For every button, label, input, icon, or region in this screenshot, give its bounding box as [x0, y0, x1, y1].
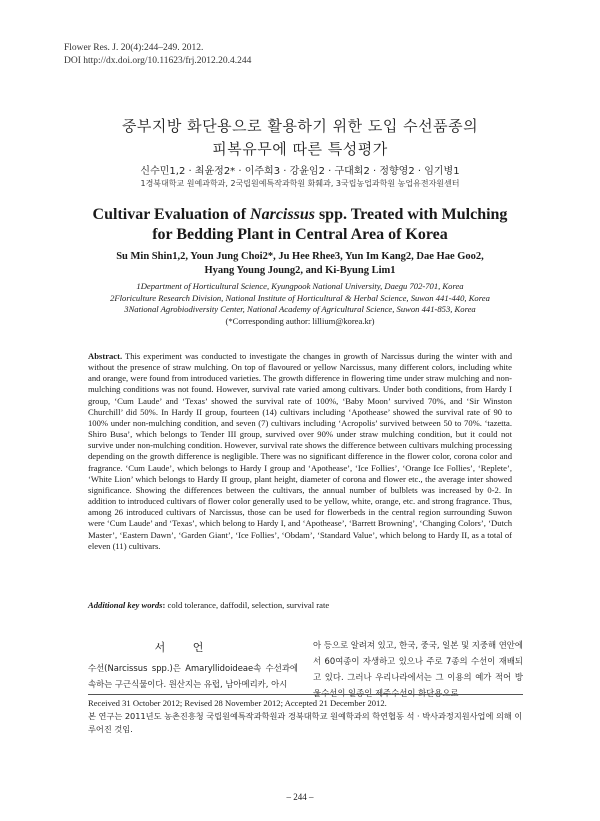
footnote-divider	[88, 694, 523, 695]
keywords-text: cold tolerance, daffodil, selection, survival rate	[167, 600, 330, 610]
title-genus: Narcissus	[250, 206, 315, 223]
title-part: spp. Treated with Mulching	[314, 206, 508, 223]
title-part: Cultivar Evaluation of	[92, 206, 251, 223]
korean-title-line1: 중부지방 화단용으로 활용하기 위한 도입 수선품종의	[121, 117, 479, 135]
english-authors-line2: Hyang Young Joung2, and Ki-Byung Lim1	[204, 265, 396, 276]
english-title-line1	[40, 205, 560, 225]
keywords-label: Additional key words	[88, 600, 163, 610]
intro-right-column: 아 등으로 알려져 있고, 한국, 중국, 일본 및 지중해 연안에서 60여종이 자생하고 있으나 주로 7종의 수선이 재배되고 있다. 그러나 우리나라에서는 그 이용의 예가 적어 방울수선의 일종인 제주수선이 화단용으로	[313, 640, 523, 698]
journal-citation: Flower Res. J. 20(4):244–249. 2012.	[64, 43, 204, 53]
keywords: Additional key words: cold tolerance, daffodil, selection, survival rate	[88, 600, 330, 610]
journal-header	[64, 42, 251, 68]
affiliation-1: 1Department of Horticultural Science, Kyungpook National University, Daegu 702-701, Korea	[136, 281, 464, 291]
corresponding-author: (*Corresponding author: lillium@korea.kr)	[225, 315, 375, 326]
abstract-label: Abstract.	[88, 351, 123, 361]
funding-note: 본 연구는 2011년도 농촌진흥청 국립원예특작과학원과 경북대학교 원예학과의 학연협동 석 · 박사과정지원사업에 의해 이루어진 것임.	[88, 711, 523, 734]
journal-doi: DOI http://dx.doi.org/10.11623/frj.2012.20.4.244	[64, 56, 252, 66]
abstract-text: This experiment was conducted to investigate the changes in growth of Narcissus during the winter with and without the presence of straw mulching. On top of flavoured or yellow Narcissus, many different colors, including white and orange, were found from introduced varieties. The growth difference in flowering time under straw mulching and non-mulching conditions was not found. However, survival rate varied among cultivars. Under both conditions, from Hardy I group, ‘Cum Laude’ and ‘Texas’ showed the survival rate of 100%, ‘Baby Moon’ survived 70%, and ‘Sir Winston Churchill’ did 50%. In Hardy II group, fourteen (14) cultivars including ‘Apothease’ showed the survival rate of 90 to 100% under non-mulching condition, and seven (7) cultivars including ‘Acropolis’ survived between 50 to 70%. ‘tazetta. Shiro Busa’, which belongs to Tender III group, survived over 90% under straw mulching condition, but it could not survive under non-mulching condition. However, survival rate shows the difference between cultivars mulching processing depending on the growth difference is negligible. There was no significant difference in the flower color, corona color and fragrance. ‘Cum Laude’, which belongs to Hardy I group and ‘Apothease’, ‘Ice Follies’, ‘Orange Ice Follies’, ‘Replete’, ‘White Lion’ which belongs to Hardy II group, plant height, diameter of corona and flower etc., the average inter showed significance. Showing the differences between the cultivars, the annual number of bulblets was increased by 0-2. In addition to introduced cultivars of flower color generally used to be yellow, white, orange, etc. and strong fragrance. Thus, among 26 introduced cultivars of Narcissus, those can be used for flowerbeds in the central region surrounding Suwon were ‘Cum Laude’ and ‘Texas’, which belong to Hardy I, and ‘Apothease’, ‘Barrett Browning’, ‘Changing Colors’, ‘Dutch Master’, ‘Eastern Dawn’, ‘Garden Giant’, ‘Ice Follies’, ‘Obdam’, ‘Standard Value’, which belong to Hardy II, as a total of eleven (11) cultivars.	[88, 351, 512, 551]
received-dates: Received 31 October 2012; Revised 28 November 2012; Accepted 21 December 2012.	[88, 698, 387, 708]
korean-affiliations: 1경북대학교 원예과학과, 2국립원예특작과학원 화훼과, 3국립농업과학원 농업유전자원센터	[140, 179, 460, 188]
english-authors-line1: Su Min Shin1,2, Youn Jung Choi2*, Ju Hee Rhee3, Yun Im Kang2, Dae Hae Goo2,	[116, 251, 484, 262]
intro-heading: 서 언	[154, 641, 216, 654]
english-title	[40, 205, 560, 245]
affiliation-3: 3National Agrobiodiversity Center, National Academy of Agricultural Science, Suwon 441-853, Korea	[124, 304, 476, 314]
english-affiliations	[20, 281, 580, 327]
abstract	[88, 351, 512, 552]
korean-title-line2: 피복유무에 따른 특성평가	[212, 140, 388, 158]
english-title-line2: for Bedding Plant in Central Area of Korea	[152, 226, 448, 243]
page-number: – 244 –	[286, 792, 314, 802]
affiliation-2: 2Floriculture Research Division, National Institute of Horticultural & Herbal Science, Suwon 441-440, Korea	[110, 292, 490, 303]
english-authors	[40, 250, 560, 278]
korean-authors: 신수민1,2 · 최윤정2* · 이주희3 · 강윤임2 · 구대회2 · 정향영2 · 임기병1	[140, 166, 460, 177]
intro-left-column: 수선(Narcissus spp.)은 Amaryllidoideae속 수선과에 속하는 구근식물이다. 원산지는 유럽, 남아메리카, 아시	[88, 663, 298, 689]
korean-title	[0, 115, 600, 161]
